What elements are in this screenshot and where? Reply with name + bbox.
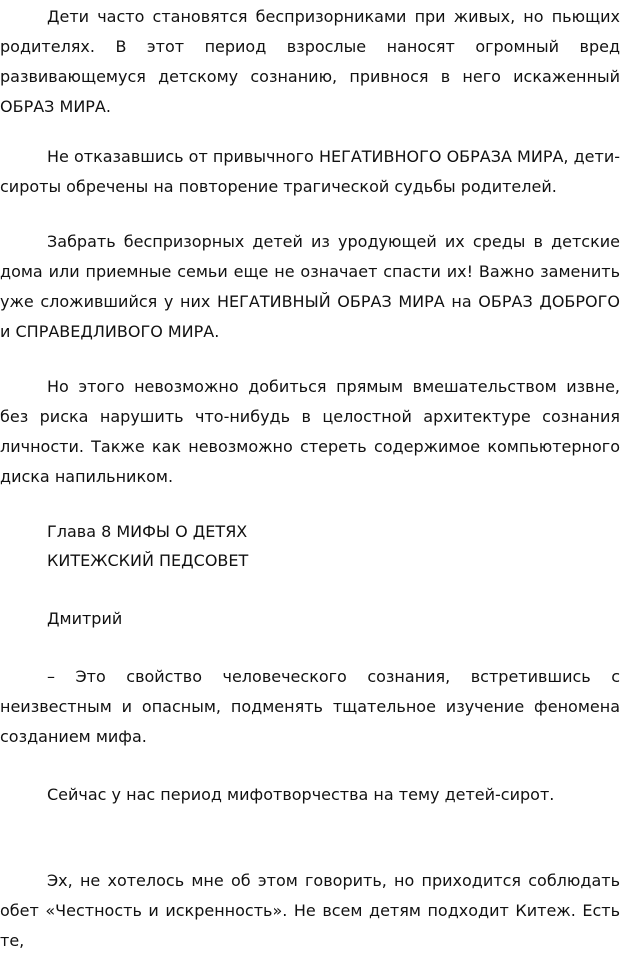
paragraph-replace-worldview: Забрать беспризорных детей из уродующей их среды в детские дома или приемные семьи еще не означает спасти их! Важно заменить уже сложившийся у них НЕГАТИВНЫЙ ОБРАЗ МИРА на ОБРАЗ ДОБРОГО и СПРАВЕДЛИВОГО МИРА. (0, 232, 620, 341)
closing-paragraph: Эх, не хотелось мне об этом говорить, но приходится соблюдать обет «Честность и искренность». Не всем детям подходит Китеж. Есть те, (0, 871, 620, 950)
paragraph-orphans-parents: Дети часто становятся беспризорниками при живых, но пьющих родителях. В этот период взрослые наносят огромный вред развивающемуся детскому сознанию, привнося в него искаженный ОБРАЗ МИРА. (0, 7, 620, 116)
chapter-title: Глава 8 МИФЫ О ДЕТЯХ (47, 522, 248, 541)
paragraph-intervention: Но этого невозможно добиться прямым вмешательством извне, без риска нарушить что-нибудь в целостной архитектуре сознания личности. Также как невозможно стереть содержимое компьютерного диска напильником. (0, 377, 620, 486)
chapter-subtitle: КИТЕЖСКИЙ ПЕДСОВЕТ (47, 551, 249, 570)
dialogue-paragraph: – Это свойство человеческого сознания, встретившись с неизвестным и опасным, подменять тщательное изучение феномена созданием мифа. (0, 667, 620, 746)
speaker-name: Дмитрий (47, 609, 123, 628)
paragraph-negative-worldview: Не отказавшись от привычного НЕГАТИВНОГО ОБРАЗА МИРА, дети-сироты обречены на повторение трагической судьбы родителей. (0, 147, 620, 196)
statement-line: Сейчас у нас период мифотворчества на тему детей-сирот. (47, 785, 555, 804)
